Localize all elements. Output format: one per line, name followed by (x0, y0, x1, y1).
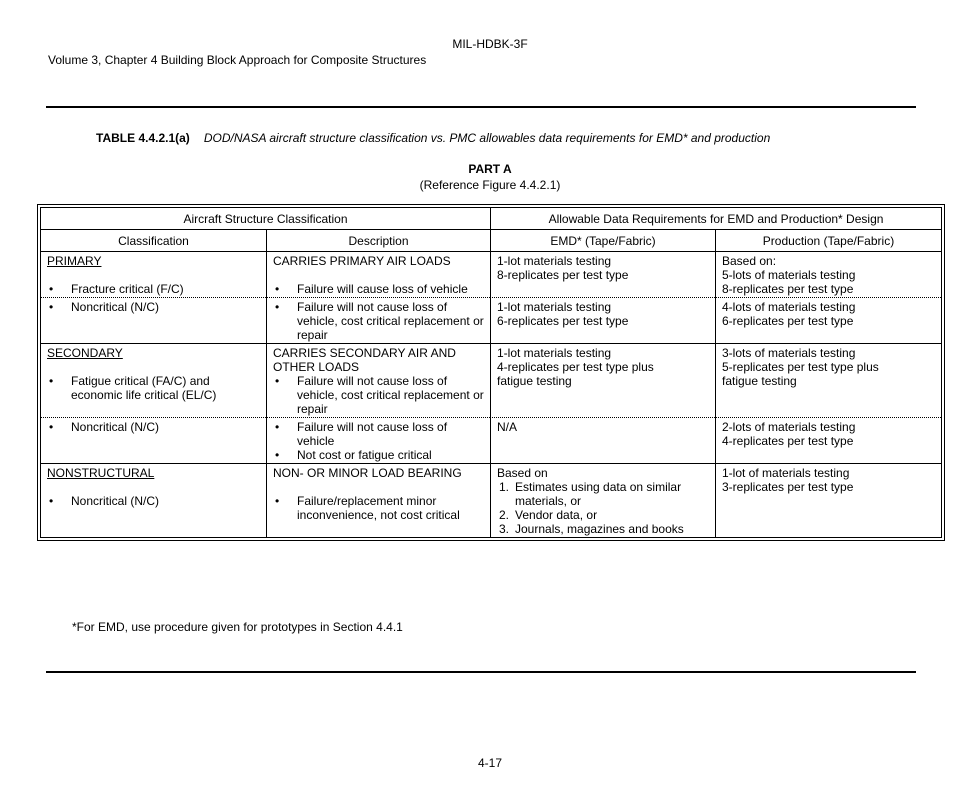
primary-heading: PRIMARY (47, 254, 102, 268)
bottom-rule (46, 671, 916, 673)
secondary-heading: SECONDARY (47, 346, 123, 360)
emd-cell (490, 252, 715, 297)
col-header-description: Description (266, 230, 490, 252)
nonstructural-heading: NONSTRUCTURAL (47, 466, 155, 480)
item-number: 3. (499, 522, 510, 536)
description-cell (266, 463, 490, 537)
item-number: 1. (499, 480, 510, 494)
table-row (41, 252, 941, 297)
group-header-requirements: Allowable Data Requirements for EMD and Production* Design (490, 208, 941, 230)
emd-cell (490, 463, 715, 537)
cell-line: 1-lot materials testing (497, 254, 612, 268)
cell-line: 2-lots of materials testing (722, 420, 856, 434)
description-heading: NON- OR MINOR LOAD BEARING (273, 466, 462, 480)
production-cell (715, 343, 941, 417)
cell-line: Based on (497, 466, 548, 480)
item-text: Journals, magazines and books (515, 522, 684, 536)
group-header-classification: Aircraft Structure Classification (41, 208, 490, 230)
table-row (41, 343, 941, 417)
item-text: Vendor data, or (515, 508, 598, 522)
description-cell (266, 252, 490, 297)
list-item: • Failure will not cause loss of vehicle, cost critical replacement or repair (273, 374, 484, 416)
list-item (497, 522, 709, 536)
cell-line: 6-replicates per test type (722, 314, 854, 328)
classification-cell (41, 252, 266, 297)
list-item: • Fracture critical (F/C) (47, 282, 260, 296)
description-heading: CARRIES SECONDARY AIR AND OTHER LOADS (273, 346, 456, 374)
table-row (41, 297, 941, 343)
list-item: • Failure will cause loss of vehicle (273, 282, 484, 296)
cell-line: 4-replicates per test type (722, 434, 854, 448)
table-caption (96, 131, 770, 145)
list-item: • Noncritical (N/C) (47, 420, 260, 434)
group-header-row (41, 208, 941, 230)
list-item: • Noncritical (N/C) (47, 494, 260, 508)
description-cell (266, 297, 490, 343)
cell-line: 8-replicates per test type (722, 282, 854, 296)
cell-line: 4-lots of materials testing (722, 300, 856, 314)
classification-cell (41, 463, 266, 537)
part-reference: (Reference Figure 4.4.2.1) (419, 178, 561, 192)
production-cell (715, 463, 941, 537)
production-cell (715, 252, 941, 297)
item-number: 2. (499, 508, 510, 522)
emd-cell (490, 343, 715, 417)
cell-line: 1-lot of materials testing (722, 466, 850, 480)
page-number: 4-17 (477, 756, 503, 770)
description-heading: CARRIES PRIMARY AIR LOADS (273, 254, 451, 268)
cell-line: 1-lot materials testing (497, 300, 612, 314)
cell-line: 3-lots of materials testing (722, 346, 856, 360)
cell-line: 6-replicates per test type (497, 314, 629, 328)
cell-line: 5-replicates per test type plus (722, 360, 879, 374)
cell-line: N/A (497, 420, 518, 434)
cell-line: fatigue testing (497, 374, 572, 388)
top-rule (46, 106, 916, 108)
production-cell (715, 417, 941, 463)
table-title: DOD/NASA aircraft structure classification vs. PMC allowables data requirements for EMD* and production (203, 131, 771, 145)
footnote: *For EMD, use procedure given for prototypes in Section 4.4.1 (72, 620, 403, 634)
list-item (497, 480, 709, 508)
classification-cell (41, 297, 266, 343)
part-title: PART A (468, 162, 512, 176)
list-item: • Failure will not cause loss of vehicle, cost critical replacement or repair (273, 300, 484, 342)
col-header-classification: Classification (41, 230, 266, 252)
classification-cell (41, 343, 266, 417)
cell-line: Based on: (722, 254, 777, 268)
table-row (41, 417, 941, 463)
table-number: TABLE 4.4.2.1(a) (96, 131, 190, 145)
emd-cell (490, 417, 715, 463)
classification-table (40, 207, 942, 538)
list-item: • Not cost or fatigue critical (273, 448, 484, 462)
cell-line: 8-replicates per test type (497, 268, 629, 282)
cell-line: 3-replicates per test type (722, 480, 854, 494)
document-id: MIL-HDBK-3F (452, 37, 528, 51)
list-item: • Fatigue critical (FA/C) and economic life critical (EL/C) (47, 374, 260, 402)
cell-line: 1-lot materials testing (497, 346, 612, 360)
list-item (497, 508, 709, 522)
cell-line: fatigue testing (722, 374, 797, 388)
table-row (41, 463, 941, 537)
list-item: • Failure/replacement minor inconvenience, not cost critical (273, 494, 484, 522)
cell-line: 4-replicates per test type plus (497, 360, 654, 374)
list-item: • Noncritical (N/C) (47, 300, 260, 314)
col-header-emd: EMD* (Tape/Fabric) (490, 230, 715, 252)
document-subtitle: Volume 3, Chapter 4 Building Block Approach for Composite Structures (48, 53, 427, 67)
description-cell (266, 417, 490, 463)
classification-cell (41, 417, 266, 463)
col-header-production: Production (Tape/Fabric) (715, 230, 941, 252)
item-text: Estimates using data on similar materials, or (515, 480, 682, 508)
list-item: • Failure will not cause loss of vehicle (273, 420, 484, 448)
cell-line: 5-lots of materials testing (722, 268, 856, 282)
column-header-row (41, 230, 941, 252)
emd-cell (490, 297, 715, 343)
production-cell (715, 297, 941, 343)
description-cell (266, 343, 490, 417)
